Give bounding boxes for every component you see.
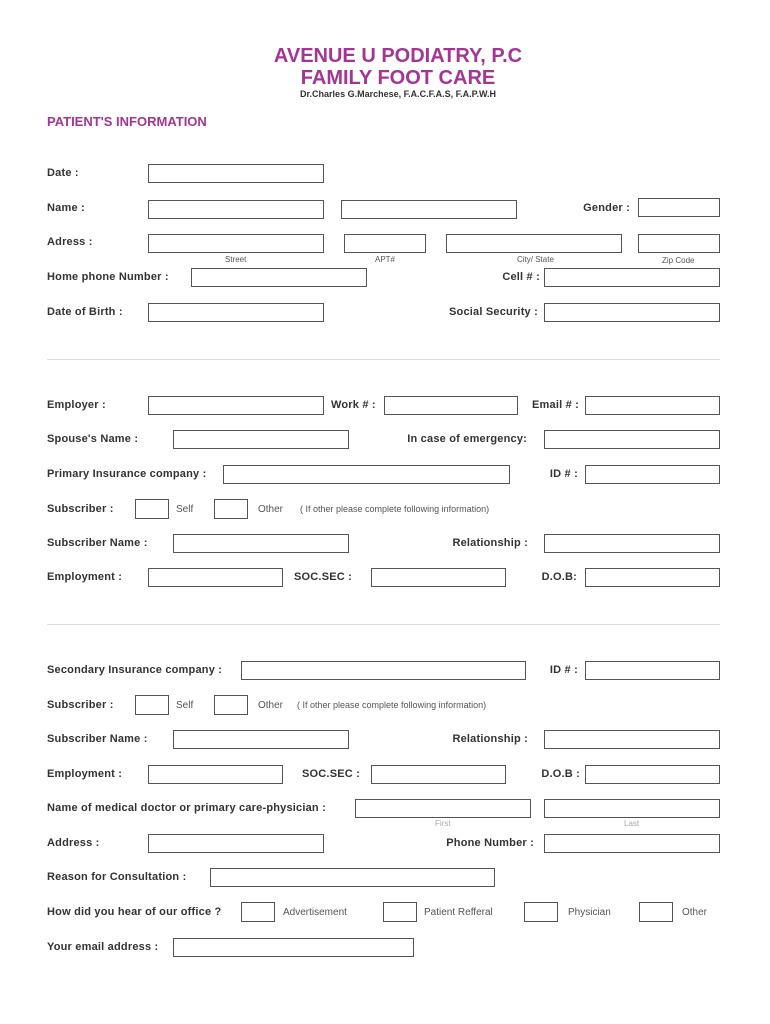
relationship-2-label: Relationship : [452,733,528,745]
reason-label: Reason for Consultation : [47,871,187,883]
city-state-field[interactable] [446,234,622,253]
reason-field[interactable] [210,868,495,887]
apt-caption: APT# [375,255,396,264]
doctor-address-field[interactable] [148,834,324,853]
primary-id-label: ID # : [549,468,578,480]
emergency-label: In case of emergency: [407,433,527,445]
self-option-label: Self [176,504,194,515]
practice-subtitle: FAMILY FOOT CARE [300,67,496,89]
other-source-checkbox[interactable] [639,902,673,922]
employer-field[interactable] [148,396,324,415]
soc-sec-2-field[interactable] [371,765,506,784]
spouse-field[interactable] [173,430,349,449]
doctor-name-label: Name of medical doctor or primary care-physician : [47,802,326,814]
subscriber-name-field[interactable] [173,534,349,553]
phone-number-label: Phone Number : [446,837,534,849]
physician-checkbox[interactable] [524,902,558,922]
advertisement-label: Advertisement [283,907,347,918]
primary-insurance-field[interactable] [223,465,510,484]
divider [47,359,720,360]
subscriber-other-checkbox[interactable] [214,499,248,519]
emergency-field[interactable] [544,430,720,449]
subscriber-2-dob-field[interactable] [585,765,720,784]
other-2-option-label: Other [258,700,284,711]
secondary-insurance-label: Secondary Insurance company : [47,664,223,676]
subscriber-2-label: Subscriber : [47,699,114,711]
email-number-label: Email # : [532,399,580,411]
employment-2-field[interactable] [148,765,283,784]
home-phone-label: Home phone Number : [47,271,169,283]
secondary-id-label: ID # : [549,664,578,676]
dob-label: Date of Birth : [47,306,123,318]
doctor-last-field[interactable] [544,799,720,818]
advertisement-checkbox[interactable] [241,902,275,922]
soc-sec-2-label: SOC.SEC : [302,768,361,780]
gender-field[interactable] [638,198,720,217]
subscriber-name-2-field[interactable] [173,730,349,749]
email-field[interactable] [173,938,414,957]
employment-2-label: Employment : [47,768,123,780]
subscriber-dob-field[interactable] [585,568,720,587]
primary-id-field[interactable] [585,465,720,484]
employment-field[interactable] [148,568,283,587]
subscriber-name-2-label: Subscriber Name : [47,733,148,745]
if-other-note-2: ( If other please complete following information) [297,700,487,710]
cell-field[interactable] [544,268,720,287]
last-caption: Last [624,819,640,828]
ssn-label: Social Security : [449,306,538,318]
patient-referral-checkbox[interactable] [383,902,417,922]
zip-caption: Zip Code [662,256,695,265]
subscriber-label: Subscriber : [47,503,114,515]
first-caption: First [435,819,451,828]
employer-label: Employer : [47,399,106,411]
spouse-label: Spouse's Name : [47,433,139,445]
doctor-address-label: Address : [47,837,100,849]
work-field[interactable] [384,396,518,415]
name-first-field[interactable] [148,200,324,219]
name-label: Name : [47,202,85,214]
date-label: Date : [47,167,79,179]
hear-label: How did you hear of our office ? [47,906,222,918]
primary-insurance-label: Primary Insurance company : [47,468,207,480]
soc-sec-label: SOC.SEC : [294,571,353,583]
your-email-label: Your email address : [47,941,159,953]
relationship-label: Relationship : [452,537,528,549]
date-field[interactable] [148,164,324,183]
doctor-first-field[interactable] [355,799,531,818]
patient-referral-label: Patient Refferal [424,907,493,918]
if-other-note: ( If other please complete following information) [300,504,490,514]
subscriber-2-self-checkbox[interactable] [135,695,169,715]
street-field[interactable] [148,234,324,253]
dob-field[interactable] [148,303,324,322]
ssn-field[interactable] [544,303,720,322]
relationship-field[interactable] [544,534,720,553]
city-state-caption: City/ State [517,255,554,264]
self-2-option-label: Self [176,700,194,711]
soc-sec-field[interactable] [371,568,506,587]
cell-label: Cell # : [502,271,540,283]
work-label: Work # : [331,399,376,411]
subscriber-self-checkbox[interactable] [135,499,169,519]
relationship-2-field[interactable] [544,730,720,749]
apt-field[interactable] [344,234,426,253]
divider [47,624,720,625]
secondary-insurance-field[interactable] [241,661,526,680]
dob-short-label: D.O.B: [541,571,577,583]
street-caption: Street [225,255,247,264]
practice-name: AVENUE U PODIATRY, P.C [273,45,523,67]
doctor-credentials: Dr.Charles G.Marchese, F.A.C.F.A.S, F.A.P.W.H [300,89,496,99]
doctor-phone-field[interactable] [544,834,720,853]
email-number-field[interactable] [585,396,720,415]
subscriber-2-other-checkbox[interactable] [214,695,248,715]
dob-short-2-label: D.O.B : [541,768,580,780]
zip-field[interactable] [638,234,720,253]
physician-label: Physician [568,907,611,918]
gender-label: Gender : [583,202,630,214]
employment-label: Employment : [47,571,123,583]
other-source-label: Other [682,907,708,918]
other-option-label: Other [258,504,284,515]
secondary-id-field[interactable] [585,661,720,680]
address-label: Adress : [47,236,93,248]
name-last-field[interactable] [341,200,517,219]
subscriber-name-label: Subscriber Name : [47,537,148,549]
section-title: PATIENT'S INFORMATION [47,114,207,129]
home-phone-field[interactable] [191,268,367,287]
